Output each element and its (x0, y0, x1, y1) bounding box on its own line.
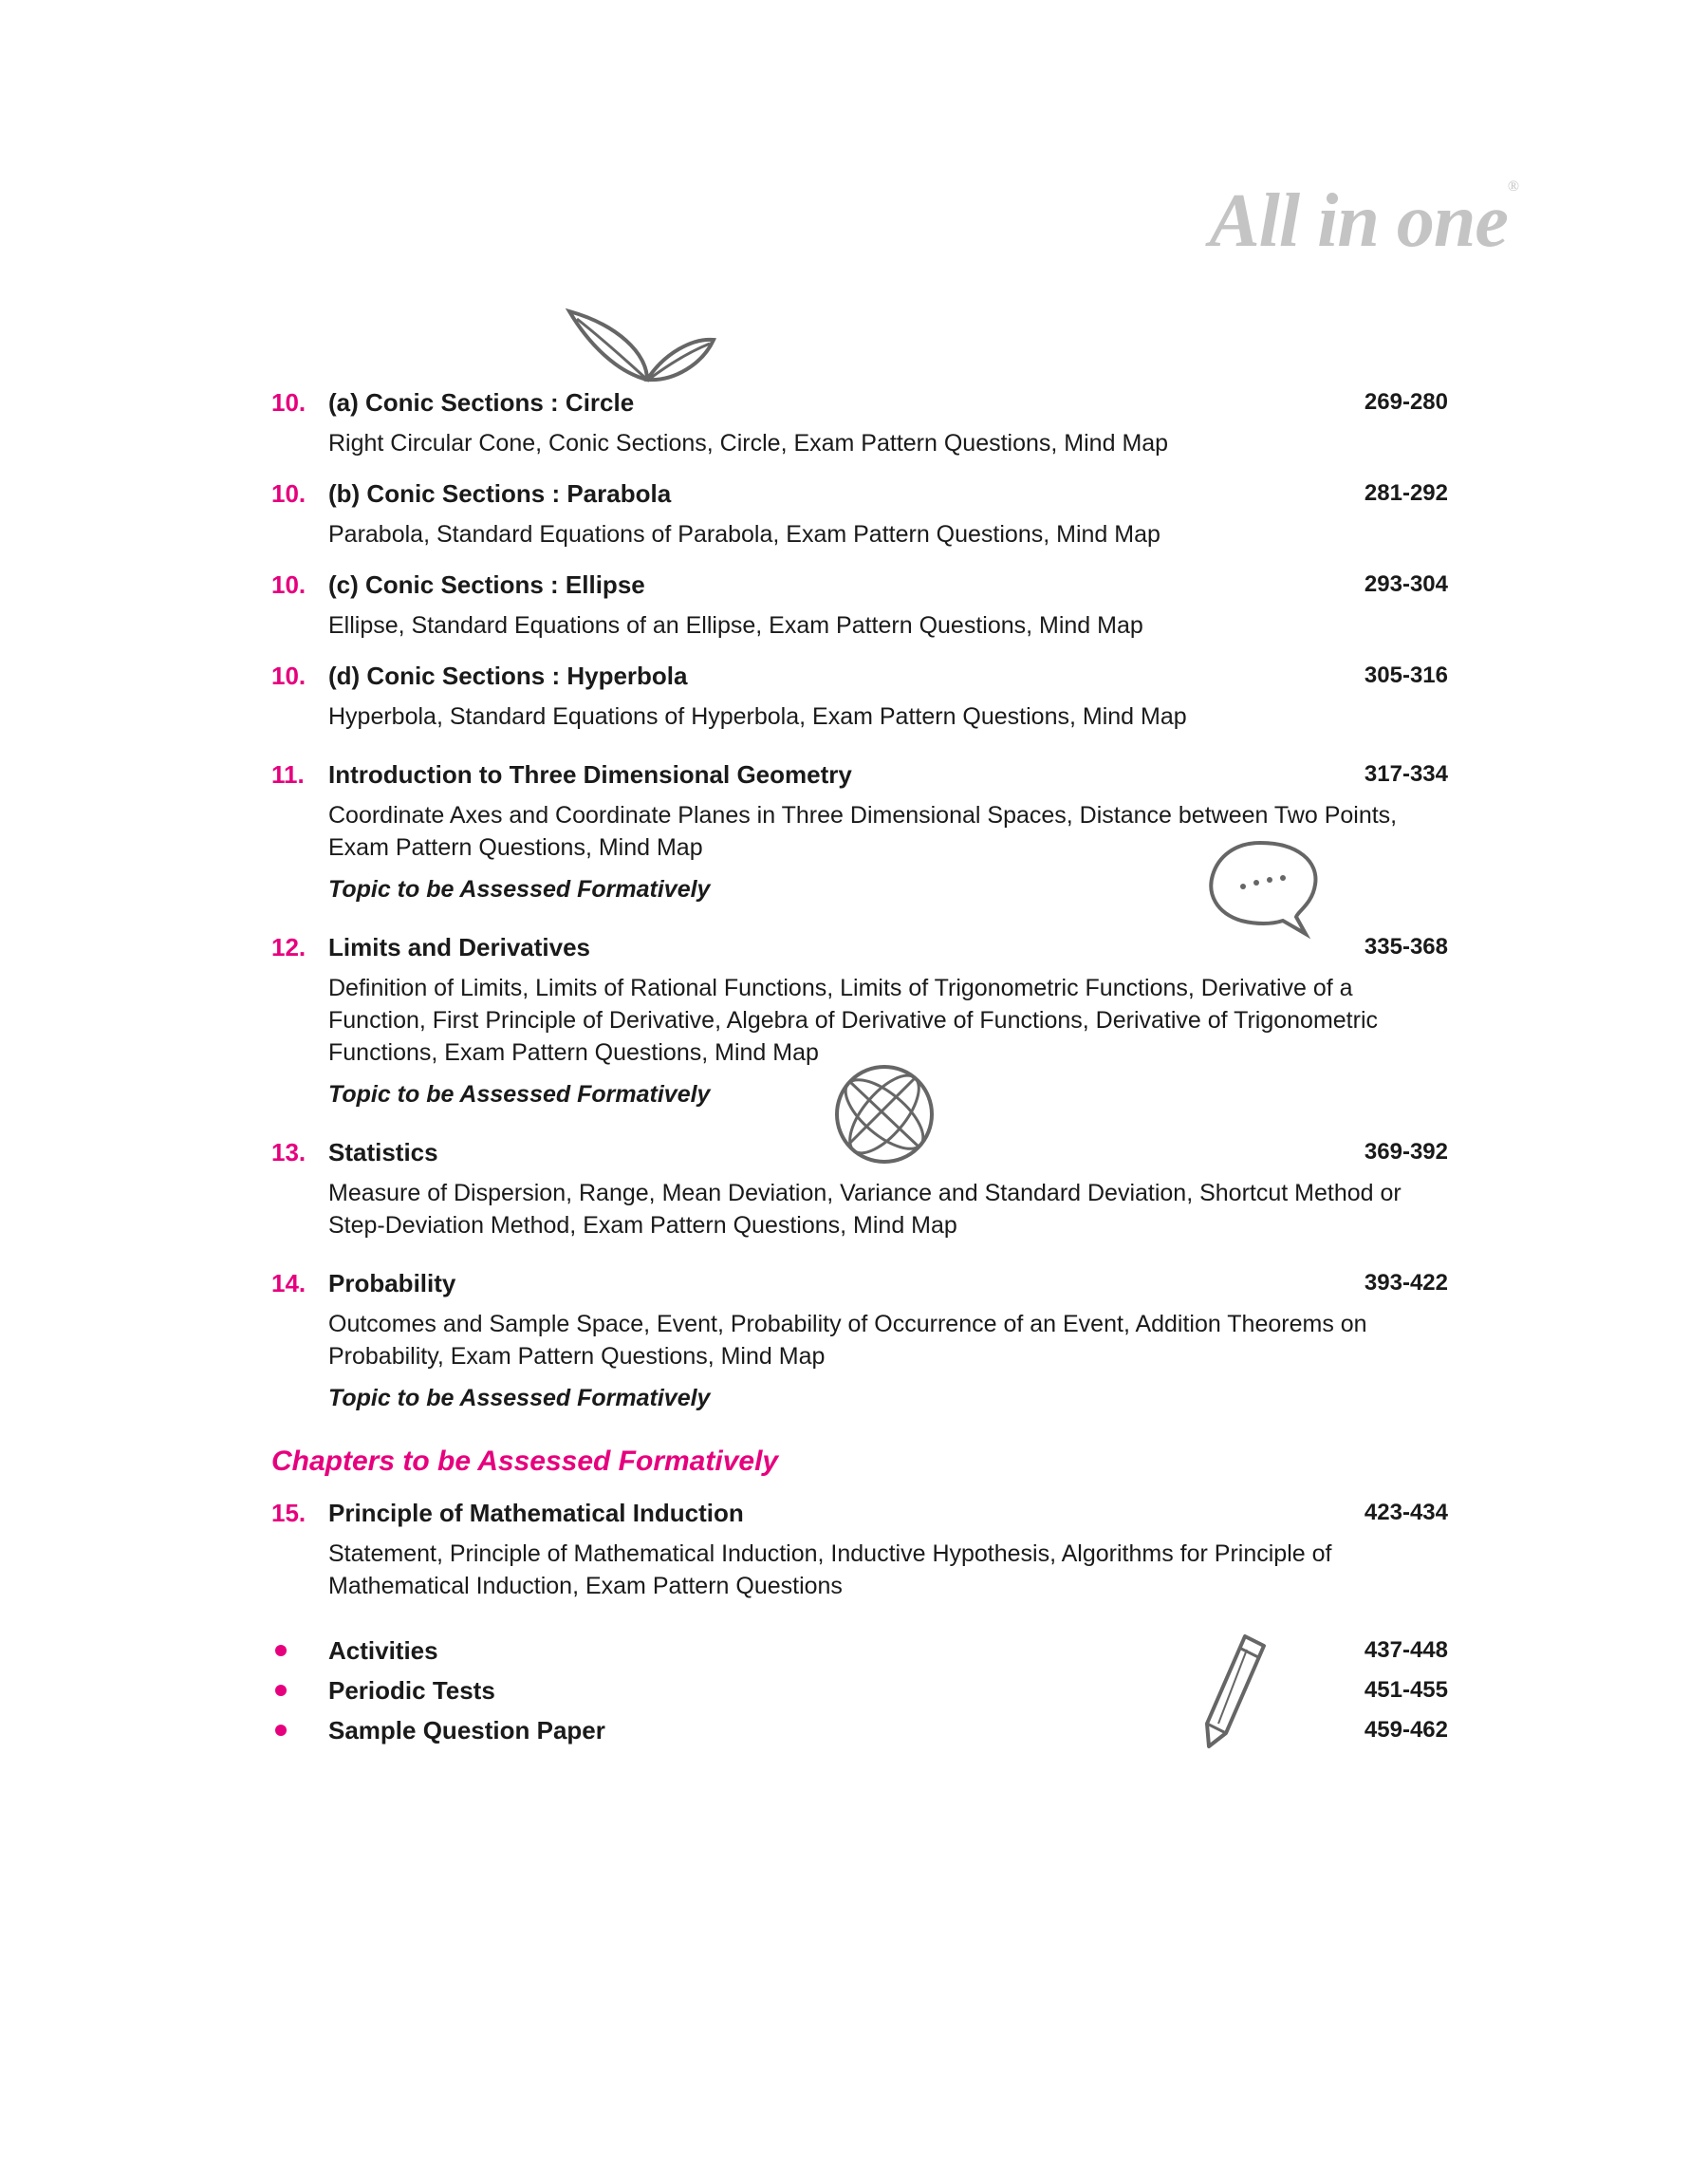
chapter-topics: Coordinate Axes and Coordinate Planes in Three Dimensional Spaces, Distance between Two Points, Exam Pattern Questions, Mind Map (328, 802, 1398, 861)
list-item[interactable] (271, 1670, 1448, 1710)
extra-title[interactable]: Sample Question Paper (328, 1716, 605, 1745)
toc-entry[interactable] (271, 1262, 1448, 1414)
chapter-title[interactable]: Introduction to Three Dimensional Geometry (328, 760, 852, 789)
chapter-number: 10. (271, 570, 306, 599)
registered-mark: ® (1507, 178, 1518, 195)
extra-title[interactable]: Periodic Tests (328, 1676, 495, 1705)
toc-entry[interactable] (271, 564, 1448, 642)
page-range: 269-280 (1364, 389, 1448, 415)
chapter-topics: Right Circular Cone, Conic Sections, Circle, Exam Pattern Questions, Mind Map (328, 430, 1169, 457)
list-item[interactable] (271, 1631, 1448, 1670)
toc-entry[interactable] (271, 382, 1448, 459)
page-range: 369-392 (1364, 1139, 1448, 1165)
toc-entry[interactable] (271, 473, 1448, 550)
chapter-title[interactable]: (d) Conic Sections : Hyperbola (328, 662, 688, 690)
page-range: 437-448 (1364, 1637, 1448, 1663)
formative-note: Topic to be Assessed Formatively (328, 1081, 711, 1108)
chapter-number: 14. (271, 1269, 306, 1297)
page-range: 423-434 (1364, 1500, 1448, 1525)
page-range: 281-292 (1364, 480, 1448, 506)
list-item[interactable] (271, 1710, 1448, 1750)
chapter-title[interactable]: (b) Conic Sections : Parabola (328, 479, 672, 508)
chapter-topics: Outcomes and Sample Space, Event, Probability of Occurrence of an Event, Addition Theorems on Probability, Exam Pattern Questions, Mind Map (328, 1311, 1367, 1370)
chapter-topics: Parabola, Standard Equations of Parabola, Exam Pattern Questions, Mind Map (328, 521, 1160, 548)
extras-list (271, 1631, 1448, 1750)
toc-entry[interactable] (271, 754, 1448, 905)
toc-entry[interactable] (271, 1492, 1448, 1602)
chapter-topics: Definition of Limits, Limits of Rational Functions, Limits of Trigonometric Functions, Derivative of a Function, First Principle of Derivative, Algebra of Derivative of Functions, Derivative of Trigonometric Functions, Exam Pattern Questions, Mind Map (328, 975, 1378, 1066)
formative-note: Topic to be Assessed Formatively (328, 1385, 711, 1411)
brand-logo-text: All in one (1209, 179, 1508, 263)
chapter-topics: Hyperbola, Standard Equations of Hyperbola, Exam Pattern Questions, Mind Map (328, 703, 1187, 730)
chapter-title[interactable]: (a) Conic Sections : Circle (328, 388, 635, 417)
chapter-number: 11. (271, 760, 305, 789)
chapter-number: 10. (271, 662, 306, 690)
chapter-number: 15. (271, 1499, 306, 1527)
leaves-icon (560, 306, 721, 389)
chapter-topics: Ellipse, Standard Equations of an Ellipse, Exam Pattern Questions, Mind Map (328, 612, 1143, 639)
page-range: 317-334 (1364, 761, 1448, 787)
chapter-title[interactable]: Limits and Derivatives (328, 933, 590, 961)
toc-entry[interactable] (271, 926, 1448, 1110)
toc-entry[interactable] (271, 1131, 1448, 1241)
section-heading: Chapters to be Assessed Formatively (271, 1446, 779, 1477)
page-range: 335-368 (1364, 934, 1448, 960)
page-range: 393-422 (1364, 1270, 1448, 1296)
extra-title[interactable]: Activities (328, 1636, 438, 1665)
table-of-contents (271, 382, 1448, 1750)
bullet-icon (275, 1645, 287, 1656)
chapter-number: 13. (271, 1138, 306, 1166)
chapter-number: 12. (271, 933, 306, 961)
page-range: 459-462 (1364, 1717, 1448, 1743)
chapter-number: 10. (271, 388, 306, 417)
chapter-title[interactable]: Probability (328, 1269, 456, 1297)
bullet-icon (275, 1725, 287, 1736)
chapter-title[interactable]: Statistics (328, 1138, 438, 1166)
toc-entry[interactable] (271, 655, 1448, 733)
chapter-topics: Statement, Principle of Mathematical Induction, Inductive Hypothesis, Algorithms for Principle of Mathematical Induction, Exam Pattern Questions (328, 1540, 1332, 1599)
bullet-icon (275, 1685, 287, 1696)
chapter-title[interactable]: Principle of Mathematical Induction (328, 1499, 744, 1527)
page-range: 305-316 (1364, 662, 1448, 688)
chapter-title[interactable]: (c) Conic Sections : Ellipse (328, 570, 645, 599)
page-range: 451-455 (1364, 1677, 1448, 1703)
brand-logo (1209, 178, 1518, 265)
page-range: 293-304 (1364, 571, 1448, 597)
formative-note: Topic to be Assessed Formatively (328, 876, 711, 903)
chapter-topics: Measure of Dispersion, Range, Mean Deviation, Variance and Standard Deviation, Shortcut Method or Step-Deviation Method, Exam Pattern Questions, Mind Map (328, 1180, 1402, 1239)
chapter-number: 10. (271, 479, 306, 508)
